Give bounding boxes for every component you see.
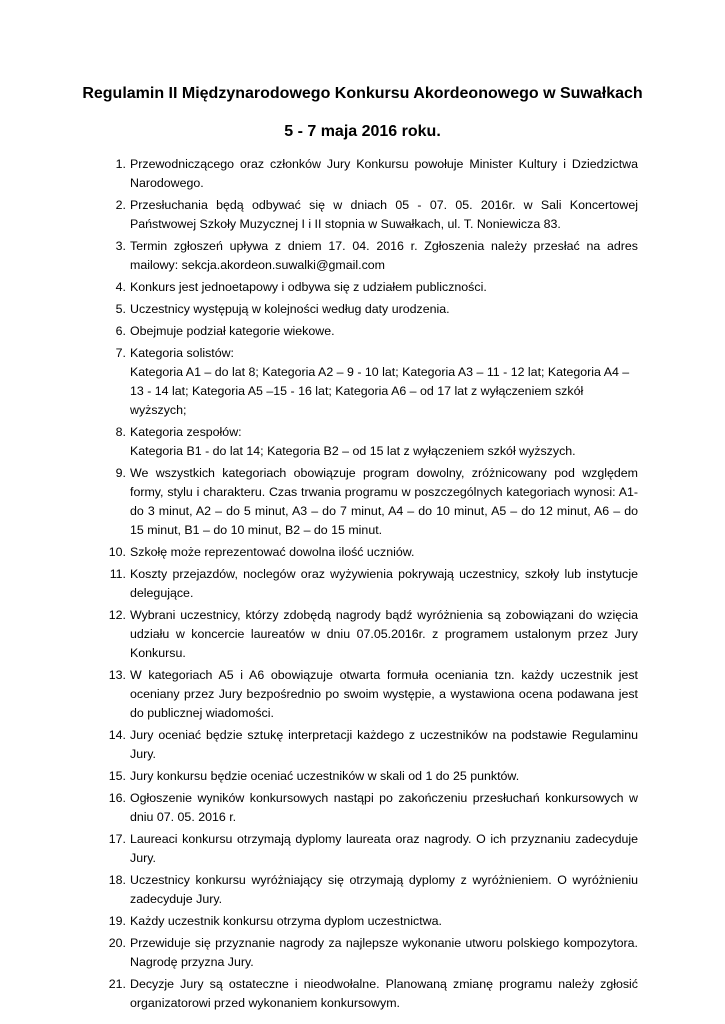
rule-text: Konkurs jest jednoetapowy i odbywa się z udziałem publiczności. [130,280,487,294]
rule-item [98,606,638,663]
rule-item [98,871,638,909]
rule-text: Decyzje Jury są ostateczne i nieodwołalne. Planowaną zmianę programu należy zgłosić organizatorowi przed wykonaniem konkursowym. [130,977,638,1010]
rule-item [98,543,638,562]
rule-text: Jury oceniać będzie sztukę interpretacji każdego z uczestników na podstawie Regulaminu Jury. [130,728,638,761]
rule-text: Przewodniczącego oraz członków Jury Konkursu powołuje Minister Kultury i Dziedzictwa Narodowego. [130,157,638,190]
rule-number: 3. [115,239,126,253]
rule-text: Szkołę może reprezentować dowolna ilość uczniów. [130,545,415,559]
rule-number: 17. [108,832,126,846]
rule-number: 14. [108,728,126,742]
rule-number: 2. [115,198,126,212]
rule-item [98,830,638,868]
rule-item [98,322,638,341]
rule-text: Ogłoszenie wyników konkursowych nastąpi po zakończeniu przesłuchań konkursowych w dniu 07. 05. 2016 r. [130,791,638,824]
rule-item [98,423,638,461]
rule-number: 1. [115,157,126,171]
document-title: Regulamin II Międzynarodowego Konkursu Akordeonowego w Suwałkach [82,85,643,102]
rule-item [98,789,638,827]
rule-number: 12. [108,608,126,622]
rule-number: 7. [115,346,126,360]
rules-list [98,155,638,1013]
rule-number: 20. [108,936,126,950]
rule-number: 13. [108,668,126,682]
rule-subtext: Kategoria A1 – do lat 8; Kategoria A2 – 9 - 10 lat; Kategoria A3 – 11 - 12 lat; Kategoria A4 –13 - 14 lat; Kategoria A5 –15 - 16 lat; Kategoria A6 – od 17 lat z wyłączeniem szkół wyższych; [130,365,630,417]
rule-number: 15. [108,769,126,783]
rule-item [98,975,638,1013]
rule-number: 11. [109,567,126,581]
rule-item [98,237,638,275]
rule-number: 16. [108,791,126,805]
rule-item [98,912,638,931]
rule-number: 6. [115,324,126,338]
rule-text: Uczestnicy występują w kolejności według daty urodzenia. [130,302,450,316]
rule-text: Każdy uczestnik konkursu otrzyma dyplom uczestnictwa. [130,914,442,928]
rule-text: Przewiduje się przyznanie nagrody za najlepsze wykonanie utworu polskiego kompozytora. Nagrodę przyzna Jury. [130,936,638,969]
rule-number: 4. [115,280,126,294]
rule-number: 18. [108,873,126,887]
rule-number: 8. [115,425,126,439]
rule-text: We wszystkich kategoriach obowiązuje program dowolny, zróżnicowany pod względem formy, stylu i charakteru. Czas trwania programu w poszczególnych kategoriach wynosi: A1- do 3 minut, A2 – do 5 minut, A3 – do 7 minut, A4 – do 10 minut, A5 – do 12 minut, A6 – do 15 minut, B1 – do 10 minut, B2 – do 15 minut. [130,466,638,537]
rule-text: Wybrani uczestnicy, którzy zdobędą nagrody bądź wyróżnienia są zobowiązani do wzięcia udziału w koncercie laureatów w dniu 07.05.2016r. z programem ustalonym przez Jury Konkursu. [130,608,638,660]
rule-text: Przesłuchania będą odbywać się w dniach 05 - 07. 05. 2016r. w Sali Koncertowej Państwowej Szkoły Muzycznej I i II stopnia w Suwałkach, ul. T. Noniewicza 83. [130,198,638,231]
rule-item [98,666,638,723]
rule-text: Uczestnicy konkursu wyróżniający się otrzymają dyplomy z wyróżnieniem. O wyróżnieniu zadecyduje Jury. [130,873,638,906]
rule-item [98,726,638,764]
rule-text: Jury konkursu będzie oceniać uczestników w skali od 1 do 25 punktów. [130,769,520,783]
rule-text: Kategoria zespołów: [130,425,242,439]
rule-item [98,565,638,603]
rule-text: Obejmuje podział kategorie wiekowe. [130,324,335,338]
rule-text: Termin zgłoszeń upływa z dniem 17. 04. 2016 r. Zgłoszenia należy przesłać na adres mailowy: sekcja.akordeon.suwalki@gmail.com [130,239,638,272]
rule-subtext: Kategoria B1 - do lat 14; Kategoria B2 – od 15 lat z wyłączeniem szkół wyższych. [130,444,576,458]
rule-text: Koszty przejazdów, noclegów oraz wyżywienia pokrywają uczestnicy, szkoły lub instytucje delegujące. [130,567,638,600]
rule-number: 21. [108,977,126,991]
rule-number: 10. [108,545,126,559]
rule-text: Laureaci konkursu otrzymają dyplomy laureata oraz nagrody. O ich przyznaniu zadecyduje Jury. [130,832,638,865]
rule-item [98,278,638,297]
rule-item [98,767,638,786]
rule-text: W kategoriach A5 i A6 obowiązuje otwarta formuła oceniania tzn. każdy uczestnik jest oceniany przez Jury bezpośrednio po swoim występie, a wystawiona ocena podawana jest do publicznej wiadomości. [130,668,638,720]
rule-item [98,196,638,234]
rule-item [98,155,638,193]
rule-number: 5. [115,302,126,316]
rule-number: 19. [108,914,126,928]
rule-text: Kategoria solistów: [130,346,234,360]
rule-item [98,344,638,420]
document-date: 5 - 7 maja 2016 roku. [284,123,441,140]
rule-item [98,934,638,972]
rule-item [98,300,638,319]
rule-number: 9. [115,466,126,480]
rule-item [98,464,638,540]
